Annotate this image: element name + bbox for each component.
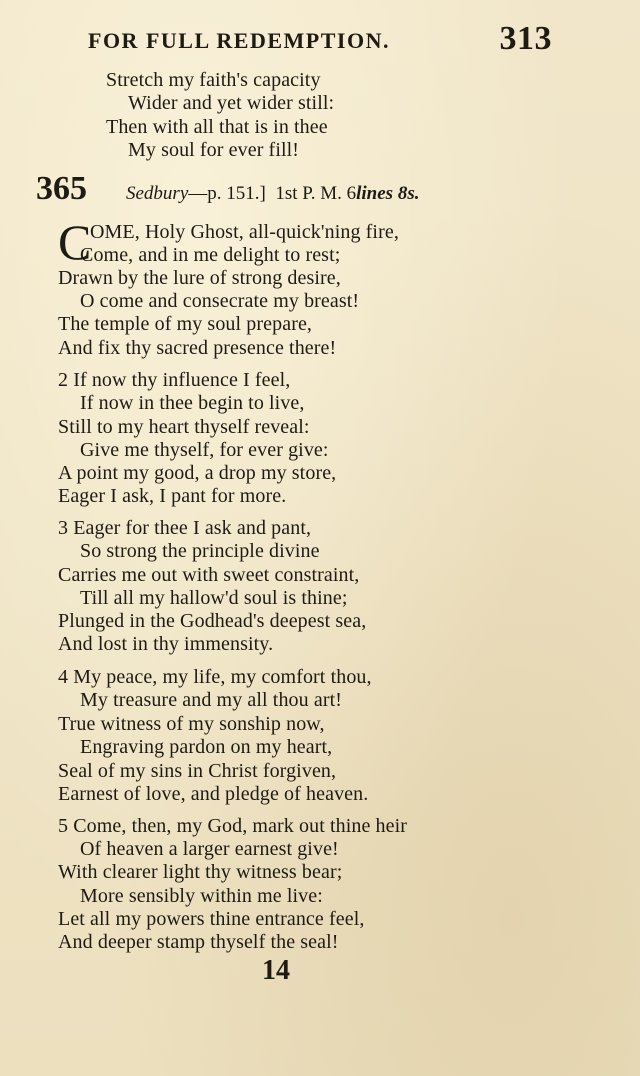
verse-line: The temple of my soul prepare, (58, 313, 313, 335)
hymn-heading (36, 170, 556, 210)
verse-line: O come and consecrate my breast! (80, 290, 360, 312)
prev-hymn-line: Stretch my faith's capacity (106, 69, 321, 91)
meter-lines: lines (356, 183, 394, 204)
tune-name: Sedbury (126, 183, 189, 204)
verse-line: My treasure and my all thou art! (80, 689, 343, 711)
verse-line: Still to my heart thyself reveal: (58, 416, 310, 438)
verse-line: So strong the principle divine (80, 540, 320, 562)
prev-hymn-line: Wider and yet wider still: (128, 92, 335, 114)
verse-line: And deeper stamp thyself the seal! (58, 931, 339, 953)
verse-line: 4 My peace, my life, my comfort thou, (58, 666, 372, 688)
verse-line: And lost in thy immensity. (58, 633, 274, 655)
verse-line: Come, and in me delight to rest; (80, 244, 341, 266)
verse-line: 2 If now thy influence I feel, (58, 369, 291, 391)
meter-prefix: 1st P. M. 6 (275, 183, 357, 204)
tune-info (126, 183, 419, 205)
verse-line: With clearer light thy witness bear; (58, 861, 343, 883)
verse-line: Plunged in the Godhead's deepest sea, (58, 610, 367, 632)
verse-line: Give me thyself, for ever give: (80, 439, 329, 461)
verse-line: 5 Come, then, my God, mark out thine heir (58, 815, 408, 837)
verse-line: If now in thee begin to live, (80, 392, 305, 414)
meter-suffix: 8s. (397, 183, 420, 204)
tune-reference: —p. 151.] (188, 183, 266, 204)
verse-line: Engraving pardon on my heart, (80, 736, 333, 758)
prev-hymn-line: My soul for ever fill! (128, 139, 300, 161)
hymn-number: 365 (36, 170, 87, 207)
signature-mark: 14 (262, 955, 290, 986)
verse-line: Till all my hallow'd soul is thine; (80, 587, 348, 609)
verse-line: Carries me out with sweet constraint, (58, 564, 360, 586)
verse-line: OME, Holy Ghost, all-quick'ning fire, (90, 221, 399, 243)
prev-hymn-line: Then with all that is in thee (106, 116, 328, 138)
running-title: FOR FULL REDEMPTION. (88, 28, 390, 53)
verse-line: True witness of my sonship now, (58, 713, 325, 735)
verse-line: Eager I ask, I pant for more. (58, 485, 287, 507)
verse-line: Seal of my sins in Christ forgiven, (58, 760, 337, 782)
verse-line: Of heaven a larger earnest give! (80, 838, 339, 860)
verse-line: A point my good, a drop my store, (58, 462, 337, 484)
drop-cap: C (58, 214, 92, 270)
verse-line: And fix thy sacred presence there! (58, 337, 337, 359)
verse-line: More sensibly within me live: (80, 885, 323, 907)
verse-line: Let all my powers thine entrance feel, (58, 908, 365, 930)
running-header (88, 18, 558, 62)
verse-line: Drawn by the lure of strong desire, (58, 267, 341, 289)
page-number: 313 (499, 20, 552, 57)
verse-line: 3 Eager for thee I ask and pant, (58, 517, 312, 539)
verse-line: Earnest of love, and pledge of heaven. (58, 783, 369, 805)
